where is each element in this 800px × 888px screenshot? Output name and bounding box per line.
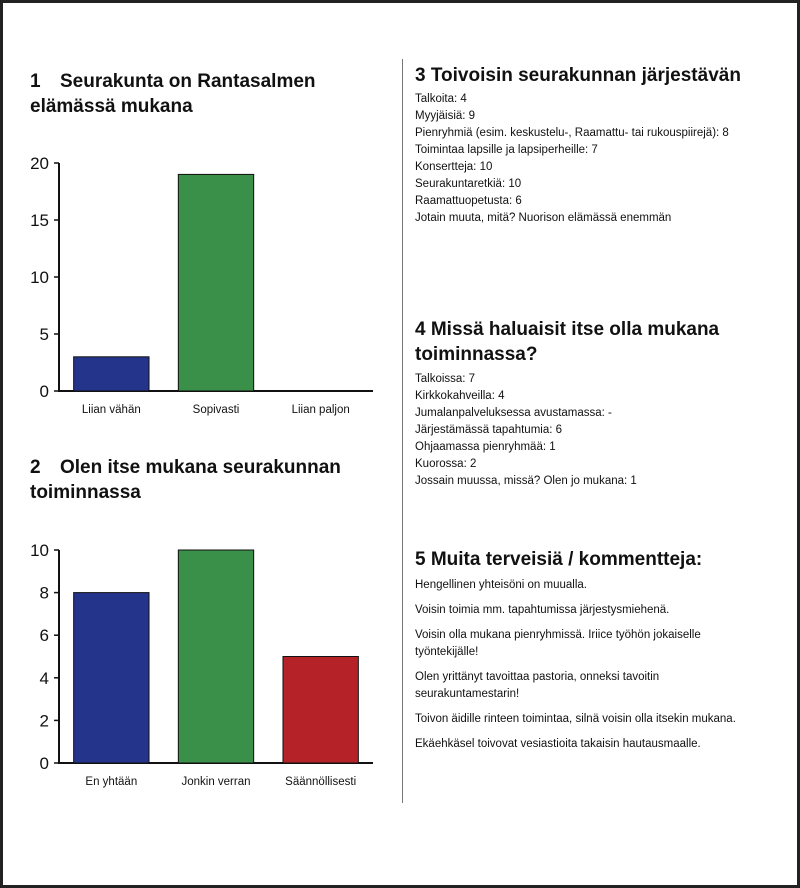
q1-title: Seurakunta on Rantasalmen elämässä mukana	[30, 71, 316, 117]
q4-answer-item: Ohjaamassa pienryhmää: 1	[415, 441, 556, 453]
q1-number: 1	[30, 71, 41, 92]
q3-answer-item: Toimintaa lapsille ja lapsiperheille: 7	[415, 144, 598, 156]
y-tick-label: 15	[30, 211, 49, 230]
q4-answer-item: Jumalanpalveluksessa avustamassa: -	[415, 407, 612, 419]
q3-answer-item: Talkoita: 4	[415, 93, 467, 105]
q3-answer-list	[415, 91, 785, 227]
q4-answer-item: Kirkkokahveilla: 4	[415, 390, 505, 402]
bar-2	[178, 174, 253, 391]
q4-answer-item: Kuorossa: 2	[415, 458, 477, 470]
y-tick-label: 0	[39, 382, 49, 401]
category-label: Liian vähän	[81, 404, 141, 416]
q4-heading: 4 Missä haluaisit itse olla mukana toiminnassa?	[415, 319, 720, 365]
q4-answer-item: Talkoissa: 7	[415, 373, 476, 385]
category-label: En yhtään	[85, 776, 138, 788]
y-tick-label: 10	[30, 268, 49, 287]
q5-comment-item: Ekäehkäsel toivovat vesiastioita takaisin hautausmaalle.	[415, 738, 701, 750]
q2-title: Olen itse mukana seurakunnan toiminnassa	[30, 457, 341, 503]
q1-bar-chart	[23, 151, 383, 431]
q1-heading	[30, 69, 390, 119]
q5-heading: 5 Muita terveisiä / kommentteja:	[415, 549, 703, 570]
q5-comment-list	[415, 577, 785, 761]
y-tick-label: 20	[30, 154, 49, 173]
bar-3	[283, 657, 358, 764]
column-divider	[402, 59, 403, 803]
q3-answer-item: Jotain muuta, mitä? Nuorison elämässä enemmän	[415, 212, 672, 224]
q5-comment-item: Hengellinen yhteisöni on muualla.	[415, 579, 587, 591]
q5-comment-item: Voisin toimia mm. tapahtumissa järjestysmiehenä.	[415, 604, 670, 616]
q2-heading	[30, 455, 395, 505]
q5-comment-item: Olen yrittänyt tavoittaa pastoria, onneksi tavoitin seurakuntamestarin!	[415, 671, 660, 700]
q3-answer-item: Konsertteja: 10	[415, 161, 493, 173]
q5-comment-item: Toivon äidille rinteen toimintaa, silnä voisin olla itsekin mukana.	[415, 713, 736, 725]
category-label: Säännöllisesti	[285, 776, 357, 788]
category-label: Sopivasti	[192, 404, 240, 416]
y-tick-label: 4	[39, 668, 49, 688]
q3-answer-item: Raamattuopetusta: 6	[415, 195, 522, 207]
y-tick-label: 5	[39, 325, 49, 344]
category-label: Jonkin verran	[181, 776, 251, 788]
q3-answer-item: Pienryhmiä (esim. keskustelu-, Raamattu- tai rukouspiirejä): 8	[415, 127, 729, 139]
y-tick-label: 8	[39, 583, 49, 603]
q5-comment-item: Voisin olla mukana pienryhmissä. Iriice työhön jokaiselle työntekijälle!	[415, 629, 701, 658]
y-tick-label: 2	[39, 711, 49, 731]
q3-answer-item: Myyjäisiä: 9	[415, 110, 476, 122]
y-tick-label: 0	[39, 754, 49, 773]
q4-answer-item: Jossain muussa, missä? Olen jo mukana: 1	[415, 475, 637, 487]
bar-1	[74, 357, 149, 391]
q4-answer-list	[415, 371, 785, 490]
q4-answer-item: Järjestämässä tapahtumia: 6	[415, 424, 563, 436]
q3-answer-item: Seurakuntaretkiä: 10	[415, 178, 522, 190]
bar-1	[74, 593, 149, 763]
y-tick-label: 10	[30, 541, 49, 560]
q2-number: 2	[30, 457, 41, 478]
y-tick-label: 6	[39, 626, 49, 646]
bar-2	[178, 550, 253, 763]
q2-bar-chart	[23, 538, 383, 803]
category-label: Liian paljon	[291, 404, 350, 416]
q3-heading: 3 Toivoisin seurakunnan järjestävän	[415, 65, 741, 86]
